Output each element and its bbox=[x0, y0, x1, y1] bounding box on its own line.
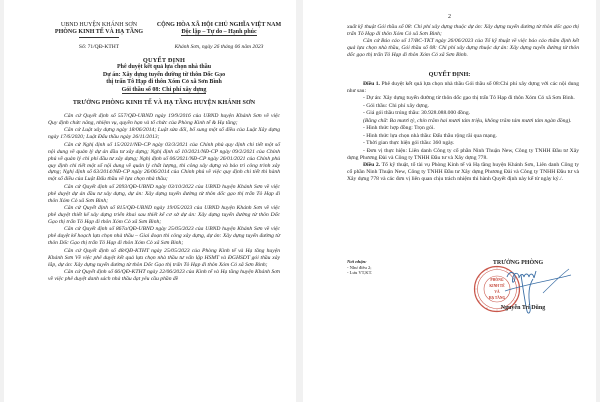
legal-basis-paragraph: Căn cứ Quyết định số 815/QĐ-UBND ngày 19/05/2023 của UBND huyện Khánh Sơn về việc phê duyệt thiết kế xây dựng triển khai sau thiết kế cơ sở dự án: Xây dựng tuyến đường từ thôn Dốc Gạo thị trấn Tô Hạp đi thôn Xóm Cỏ xã Sơn Bình; bbox=[48, 205, 280, 225]
svg-text:KINH TẾ: KINH TẾ bbox=[489, 284, 505, 288]
decision-heading: QUYẾT ĐỊNH bbox=[142, 57, 186, 64]
national-motto: Độc lập – Tự do – Hạnh phúc bbox=[181, 29, 257, 35]
issuing-authority: TRƯỞNG PHÒNG KINH TẾ VÀ HẠ TẦNG HUYỆN KHÁNH SƠN bbox=[72, 100, 256, 106]
recipients-heading: Nơi nhận: bbox=[347, 259, 367, 264]
article-1-item: - Hình thức lựa chọn nhà thầu: Đấu thầu rộng rãi qua mạng. bbox=[363, 132, 497, 139]
signer-title: TRƯỞNG PHÒNG bbox=[492, 260, 544, 266]
article-2-text: Tổ kỹ thuật, tổ tài vụ Phòng Kinh tế và Hạ tầng huyện Khánh Sơn, Liên danh Công ty cổ phần Ninh Thuận New, Công ty TNHH Đầu tư Xây dựng Phương Đài và Công ty TNHH Đầu tư và Xây dựng 778 và các đơn vị liên quan chịu trách nhiệm thi hành Quyết định này kể từ ngày ký./. bbox=[347, 162, 580, 183]
article-1-text: Phê duyệt kết quả lựa chọn nhà thầu Gói thầu số 08:Chi phí xây dựng với các nội dung như sau: bbox=[347, 81, 580, 94]
decision-section-heading: QUYẾT ĐỊNH: bbox=[428, 71, 471, 78]
svg-text:PHÒNG: PHÒNG bbox=[490, 278, 504, 282]
article-2-label: Điều 2. bbox=[363, 162, 381, 169]
recipient-line: - Lưu VT,KT. bbox=[347, 270, 373, 276]
article-1-item: - Gói thầu: Chi phí xây dựng. bbox=[363, 102, 429, 109]
legal-basis-paragraph: Căn cứ Quyết định số 867a/QĐ-UBND ngày 25/05/2023 của UBND huyện Khánh Sơn về việc phê duyệt kế hoạch lựa chọn nhà thầu – Giai đoạn thi công xây dựng, dự án: Xây dựng tuyến đường từ thôn Dốc Gạo thị trấn Tô Hạp đi thôn Xóm Cỏ xã Sơn Bình; bbox=[48, 226, 280, 247]
article-1-item: - Hình thức hợp đồng: Trọn gói. bbox=[363, 125, 435, 132]
amount-in-words: (Bằng chữ: Ba mươi tỷ, chín trăm hai mươi tám triệu, không trăm tám mươi tám ngàn đồng). bbox=[363, 117, 572, 124]
legal-basis-paragraph: Căn cứ Quyết định số 66/QĐ-KTHT ngày 22/06/2023 của Kinh tế và Hạ tầng huyện Khánh Sơn về việc phê duyệt danh sách nhà thầu đạt yêu cầu phần đề bbox=[48, 269, 280, 282]
agency-underline bbox=[79, 37, 119, 38]
legal-basis-list bbox=[48, 113, 280, 284]
document-page-1 bbox=[4, 0, 296, 402]
article-1-item: - Dự án: Xây dựng tuyến đường từ thôn dốc gạo thị trấn Tô Hạp đi thôn Xóm Cỏ xã Sơn Bình. bbox=[363, 95, 575, 102]
project-name-line1: Dự án: Xây dựng tuyến đường từ thôn Dốc Gạo bbox=[102, 71, 226, 78]
document-number: Số: 71/QĐ-KTHT bbox=[78, 44, 120, 50]
page-number: 2 bbox=[448, 14, 451, 20]
recipients-block bbox=[347, 259, 427, 276]
article-1-item: - Đơn vị thực hiện: Liên danh Công ty cổ phần Ninh Thuận New, Công ty TNHH Đầu tư Xây dựng Phương Đài và Công ty TNHH Đầu tư và Xây dựng 778. bbox=[347, 147, 579, 161]
svg-text:VÀ: VÀ bbox=[494, 290, 500, 294]
article-1 bbox=[347, 81, 579, 95]
legal-basis-continued bbox=[347, 24, 579, 60]
article-1-item: - Thời gian thực hiện gói thầu: 360 ngày. bbox=[363, 140, 455, 147]
recipient-line: - Như điều 2; bbox=[347, 264, 372, 270]
decision-articles bbox=[347, 81, 579, 184]
decision-title-block bbox=[44, 57, 284, 94]
document-page-2 bbox=[303, 0, 596, 402]
agency-header bbox=[44, 22, 154, 38]
decision-subject: Phê duyệt kết quả lựa chọn nhà thầu bbox=[116, 64, 212, 71]
svg-text:HẠ TẦNG: HẠ TẦNG bbox=[488, 296, 506, 300]
national-title: CỘNG HÒA XÃ HỘI CHỦ NGHĨA VIỆT NAM bbox=[156, 22, 282, 28]
signer-name: Nguyễn Trí Dũng bbox=[500, 305, 546, 311]
legal-basis-paragraph: xuất kỹ thuật Gói thầu số 08: Chi phí xây dựng thuộc dự án: Xây dựng tuyến đường từ thôn dốc gạo thị trấn Tô Hạp đi thôn Xóm Cỏ xã Sơn Bình; bbox=[347, 24, 579, 37]
package-name: Gói thầu số 08: Chi phí xây dựng bbox=[121, 86, 207, 93]
agency-name-line1: UBND HUYỆN KHÁNH SƠN bbox=[60, 22, 138, 28]
legal-basis-paragraph: Căn cứ Quyết định số 2093/QĐ-UBND ngày 03/10/2022 của UBND huyện Khánh Sơn về việc phê duyệt dự án đầu tư xây dựng, dự án: Xây dựng tuyến đường từ thôn dốc gạo thị trấn Tô Hạp đi thôn Xóm Cỏ xã Sơn Bình; bbox=[48, 183, 280, 204]
agency-name-line2: PHÒNG KINH TẾ VÀ HẠ TẦNG bbox=[54, 29, 144, 35]
legal-basis-paragraph: Căn cứ Quyết định số 557/QĐ-UBND ngày 19/9/2016 của UBND huyện Khánh Sơn về việc Quy định chức năng, nhiệm vụ, quyền hạn và tổ chức của Phòng Kinh tế & Hạ tầng; bbox=[48, 113, 280, 126]
legal-basis-paragraph: Căn cứ Luật xây dựng ngày 18/06/2014; Luật sửa đổi, bổ sung một số điều của Luật Xây dựng ngày 17/6/2020; Luật Đấu thầu ngày 26/11/2013; bbox=[48, 127, 280, 141]
project-name-line2: thị trấn Tô Hạp đi thôn Xóm Cỏ xã Sơn Bình bbox=[106, 79, 222, 86]
document-date: Khánh Sơn, ngày 26 tháng 06 năm 2023 bbox=[174, 44, 264, 50]
legal-basis-paragraph: Căn cứ Nghị định số 15/2021/NĐ-CP ngày 03/3/2021 của Chính phủ quy định chi tiết một số nội dung về quản lý dự án đầu tư xây dựng; Nghị định số 10/2021/NĐ-CP ngày 09/2/2021 của Chính phủ về quản lý chi phí đầu tư xây dựng; Nghị định số 06/2021/NĐ-CP ngày 26/01/2021 của Chính phủ quy định chi tiết một số nội dung về quản lý chất lượng, thi công xây dựng và bảo trì công trình xây dựng; Nghị định số 63/2014/NĐ-CP ngày 26/06/2014 của Chính phủ về việc quy định chi tiết thi hành một số điều của Luật Đấu thầu về lựa chọn nhà thầu; bbox=[48, 141, 280, 183]
article-2 bbox=[347, 162, 579, 183]
article-1-item: - Giá gói thầu trúng thầu: 30.928.088.000 đồng. bbox=[363, 110, 471, 117]
legal-basis-paragraph: Căn cứ Quyết định số 48/QĐ-KTHT ngày 25/05/2023 của Phòng Kinh tế và Hạ tầng huyện Khánh Sơn Về việc phê duyệt kết quả lựa chọn nhà thầu tư vấn lập HSMT và ĐGHSDT gói thầu xây lắp, dự án: Xây dựng tuyến đường từ thôn Dốc Gạo thị trấn Tô Hạp đi thôn Xóm Cỏ xã Sơn Bình; bbox=[48, 247, 280, 268]
legal-basis-paragraph: Căn cứ Báo cáo số 17/BC-TKT ngày 26/06/2023 của Tổ kỹ thuật về việc báo cáo thẩm định kết quả lựa chọn nhà thầu, Gói thầu số 08: Chi phí xây dựng thuộc dự án: Xây dựng tuyến đường từ thôn dốc gạo thị trấn Tô Hạp đi thôn Xóm Cỏ xã Sơn Bình. bbox=[347, 38, 579, 59]
national-header bbox=[149, 22, 289, 36]
article-1-label: Điều 1. bbox=[363, 81, 380, 87]
